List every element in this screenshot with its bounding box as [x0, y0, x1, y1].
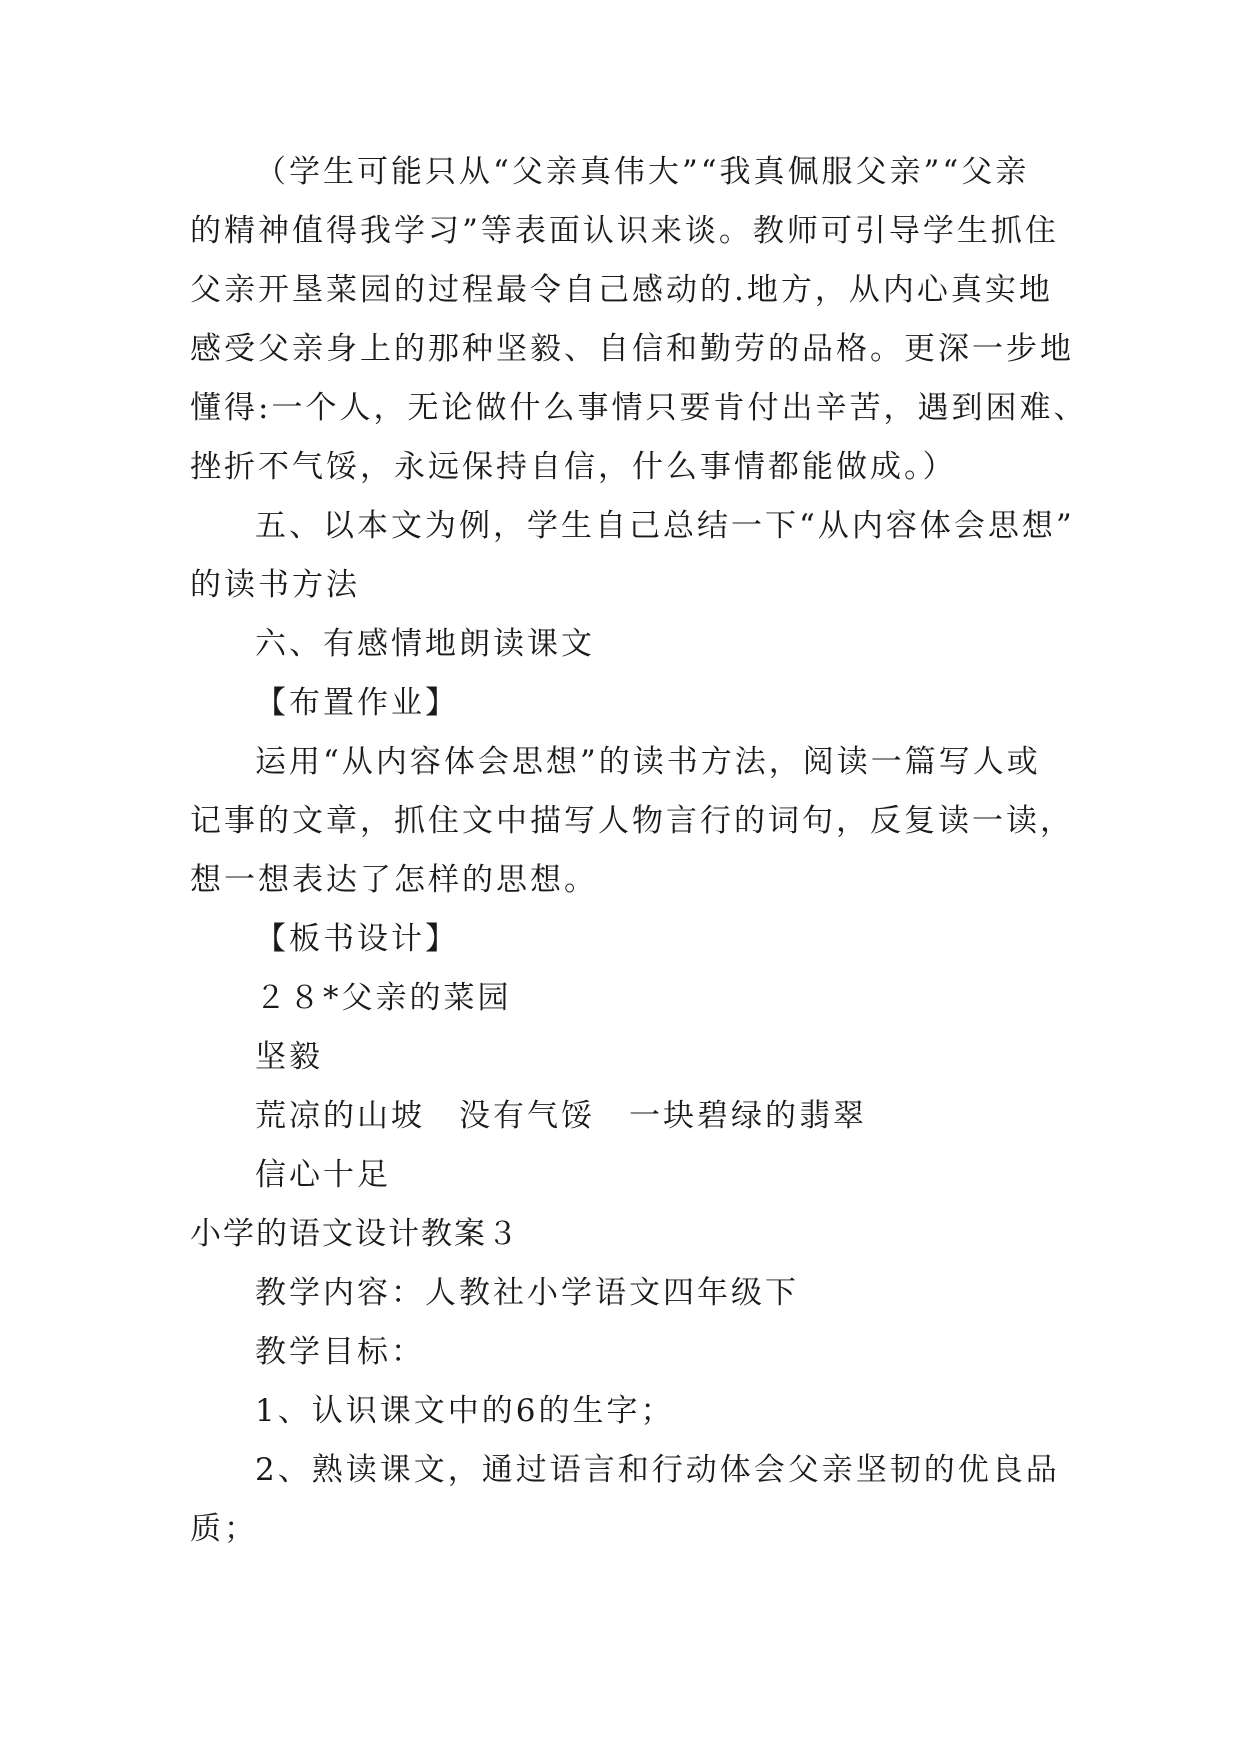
paragraph-line: 父亲开垦菜园的过程最令自己感动的.地方，从内心真实地	[190, 272, 1053, 308]
paragraph-line: 质；	[190, 1511, 258, 1547]
paragraph-line: 运用“从内容体会思想”的读书方法，阅读一篇写人或	[255, 744, 1041, 780]
paragraph-line: 教学内容：人教社小学语文四年级下	[255, 1275, 799, 1311]
paragraph-line: 六、有感情地朗读课文	[255, 626, 595, 662]
paragraph-line: 2、熟读课文，通过语言和行动体会父亲坚韧的优良品	[255, 1452, 1060, 1488]
paragraph-line: 五、以本文为例，学生自己总结一下“从内容体会思想”	[255, 508, 1075, 544]
board-line: 荒凉的山坡 没有气馁 一块碧绿的翡翠	[255, 1098, 867, 1134]
paragraph-line: 想一想表达了怎样的思想。	[190, 862, 598, 898]
paragraph-line: （学生可能只从“父亲真伟大”“我真佩服父亲”“父亲	[255, 154, 1030, 190]
paragraph-line: 懂得:一个人，无论做什么事情只要肯付出辛苦，遇到困难、	[190, 390, 1088, 426]
section-heading: 【布置作业】	[255, 685, 459, 721]
section-heading: 【板书设计】	[255, 921, 459, 957]
paragraph-line: 记事的文章，抓住文中描写人物言行的词句，反复读一读，	[190, 803, 1074, 839]
board-title: ２８*父亲的菜园	[255, 980, 512, 1016]
paragraph-line: 教学目标：	[255, 1334, 425, 1370]
paragraph-line: 1、认识课文中的6的生字；	[255, 1393, 675, 1429]
paragraph-line: 的读书方法	[190, 567, 360, 603]
board-line: 信心十足	[255, 1157, 391, 1193]
board-line: 坚毅	[255, 1039, 323, 1075]
paragraph-line: 的精神值得我学习”等表面认识来谈。教师可引导学生抓住	[190, 213, 1059, 249]
paragraph-line: 挫折不气馁，永远保持自信，什么事情都能做成。）	[190, 449, 957, 485]
paragraph-line: 感受父亲身上的那种坚毅、自信和勤劳的品格。更深一步地	[190, 331, 1074, 367]
lesson-title: 小学的语文设计教案３	[190, 1216, 520, 1252]
